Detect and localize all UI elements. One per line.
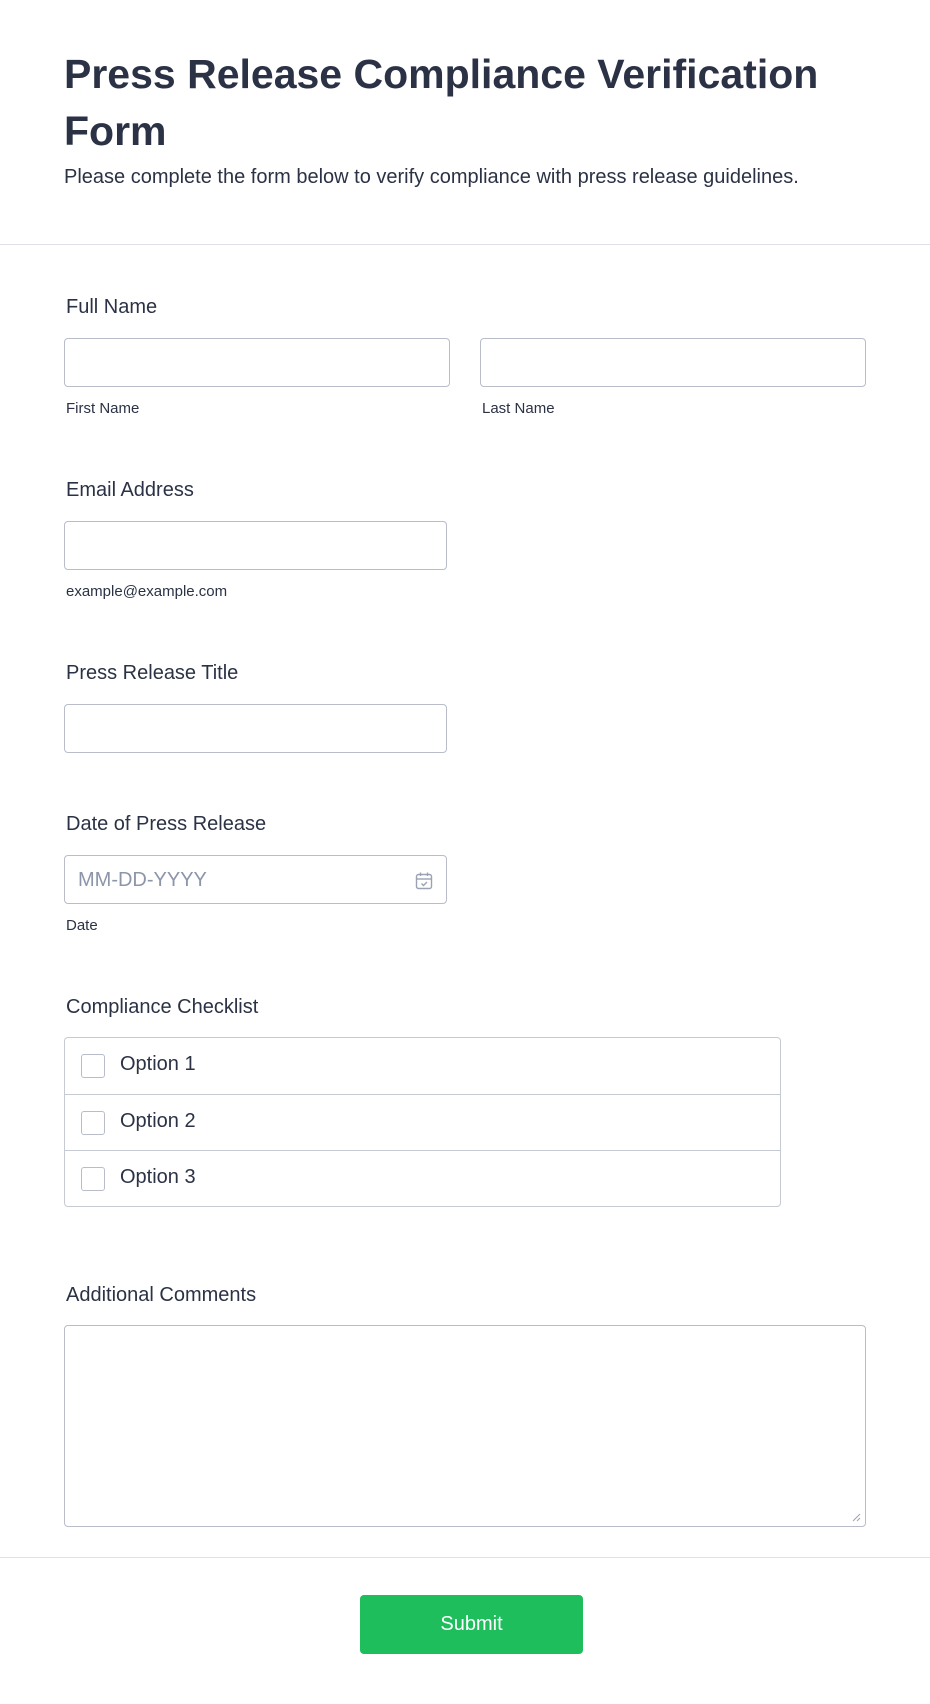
date-placeholder: MM-DD-YYYY [78, 869, 207, 891]
compliance-checklist [64, 1037, 781, 1207]
submit-button[interactable]: Submit [360, 1595, 583, 1654]
resize-handle-icon[interactable] [851, 1512, 861, 1522]
last-name-input[interactable] [480, 338, 866, 387]
checklist-option-label: Option 1 [120, 1053, 196, 1075]
compliance-checklist-label: Compliance Checklist [66, 996, 259, 1018]
checklist-option-2[interactable] [65, 1094, 780, 1151]
first-name-sublabel: First Name [66, 400, 140, 417]
first-name-input[interactable] [64, 338, 450, 387]
checklist-option-label: Option 3 [120, 1166, 196, 1188]
full-name-label: Full Name [66, 296, 158, 318]
page-subtitle: Please complete the form below to verify compliance with press release guidelines. [64, 166, 799, 188]
checklist-option-label: Option 2 [120, 1110, 196, 1132]
additional-comments-label: Additional Comments [66, 1284, 257, 1306]
checkbox[interactable] [81, 1054, 105, 1078]
checkbox[interactable] [81, 1111, 105, 1135]
calendar-icon[interactable] [414, 871, 434, 891]
header-divider [0, 244, 930, 245]
footer-divider [0, 1557, 930, 1558]
date-sublabel: Date [66, 917, 98, 934]
press-release-title-label: Press Release Title [66, 662, 239, 684]
additional-comments-textarea[interactable] [64, 1325, 866, 1527]
page-title: Press Release Compliance Verification Form [64, 51, 819, 154]
press-release-title-input[interactable] [64, 704, 447, 753]
checklist-option-1[interactable] [65, 1038, 780, 1094]
date-label: Date of Press Release [66, 813, 267, 835]
last-name-sublabel: Last Name [482, 400, 555, 417]
email-label: Email Address [66, 479, 194, 501]
email-sublabel: example@example.com [66, 583, 228, 600]
email-field[interactable] [64, 521, 447, 570]
checklist-option-3[interactable] [65, 1150, 780, 1207]
date-input[interactable] [64, 855, 447, 904]
checkbox[interactable] [81, 1167, 105, 1191]
